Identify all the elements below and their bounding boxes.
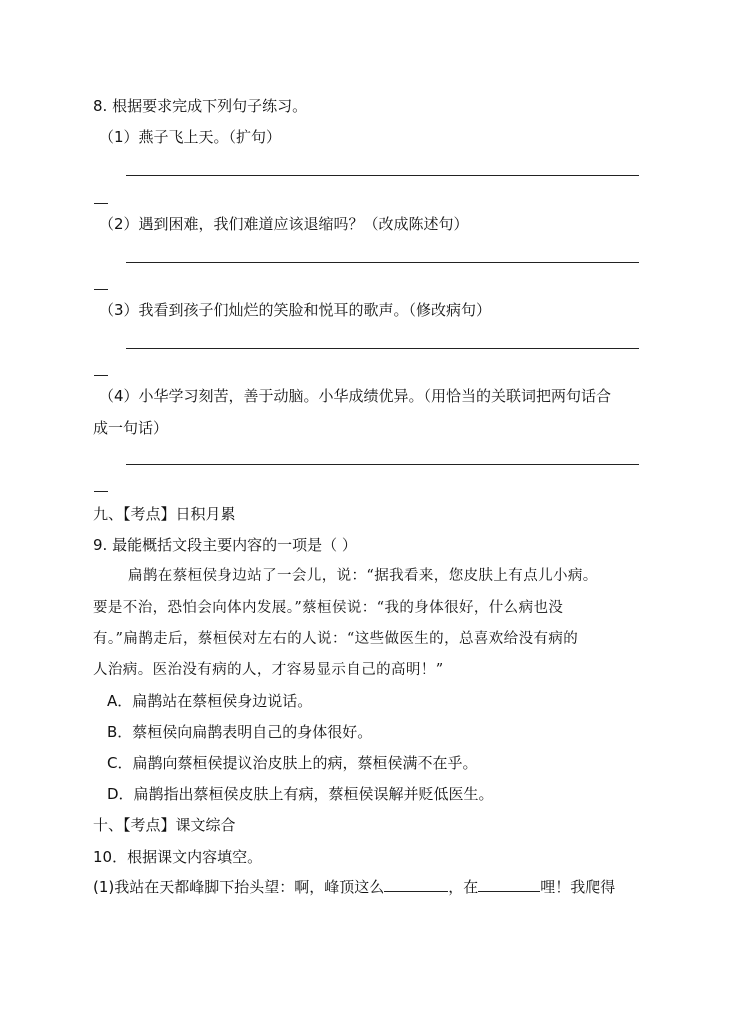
passage-line-2: 要是不治，恐怕会向体内发展。”蔡桓侯说：“我的身体很好，什么病也没 (93, 600, 564, 616)
answer-line-1[interactable] (126, 175, 639, 176)
fill-text-2: ，在 (448, 878, 479, 896)
question-8-item-1: （1）燕子飞上天。（扩句） (99, 128, 282, 146)
option-c[interactable]: C．扁鹊向蔡桓侯提议治皮肤上的病，蔡桓侯满不在乎。 (107, 754, 478, 772)
question-9: 9. 最能概括文段主要内容的一项是（ ） (93, 536, 357, 554)
passage-line-4: 人治病。医治没有病的人，才容易显示自己的高明！” (93, 662, 444, 678)
fill-text-1: (1)我站在天都峰脚下抬头望：啊，峰顶这么 (93, 878, 385, 896)
question-8-item-4: （4）小华学习刻苦，善于动脑。小华成绩优异。（用恰当的关联词把两句话合 (99, 387, 612, 405)
question-10-line-1 (93, 877, 615, 897)
passage-line-1: 扁鹊在蔡桓侯身边站了一会儿，说：“据我看来，您皮肤上有点儿小病。 (128, 568, 598, 584)
option-b[interactable]: B．蔡桓侯向扁鹊表明自己的身体很好。 (107, 723, 373, 741)
fill-blank-2[interactable] (478, 877, 540, 892)
passage-line-3: 有。”扁鹊走后，蔡桓侯对左右的人说：“这些做医生的，总喜欢给没有病的 (93, 631, 579, 647)
question-8-item-3: （3）我看到孩子们灿烂的笑脸和悦耳的歌声。（修改病句） (99, 301, 492, 319)
answer-line-2[interactable] (126, 262, 639, 263)
question-10: 10．根据课文内容填空。 (93, 848, 263, 866)
option-a[interactable]: A．扁鹊站在蔡桓侯身边说话。 (107, 692, 313, 710)
answer-line-tail (94, 375, 108, 376)
question-8-title: 8. 根据要求完成下列句子练习。 (93, 97, 308, 115)
answer-line-tail (94, 203, 108, 204)
question-8-item-2: （2）遇到困难，我们难道应该退缩吗？（改成陈述句） (99, 215, 469, 233)
section-10-heading: 十、【考点】课文综合 (93, 816, 236, 834)
question-8-item-4-cont: 成一句话） (93, 419, 169, 437)
answer-line-3[interactable] (126, 348, 639, 349)
section-9-heading: 九、【考点】日积月累 (93, 505, 236, 523)
answer-line-4[interactable] (126, 464, 639, 465)
answer-line-tail (94, 289, 108, 290)
fill-blank-1[interactable] (384, 877, 448, 892)
fill-text-3: 哩！我爬得 (540, 878, 616, 896)
option-d[interactable]: D．扁鹊指出蔡桓侯皮肤上有病，蔡桓侯误解并贬低医生。 (107, 785, 494, 803)
answer-line-tail (94, 491, 108, 492)
